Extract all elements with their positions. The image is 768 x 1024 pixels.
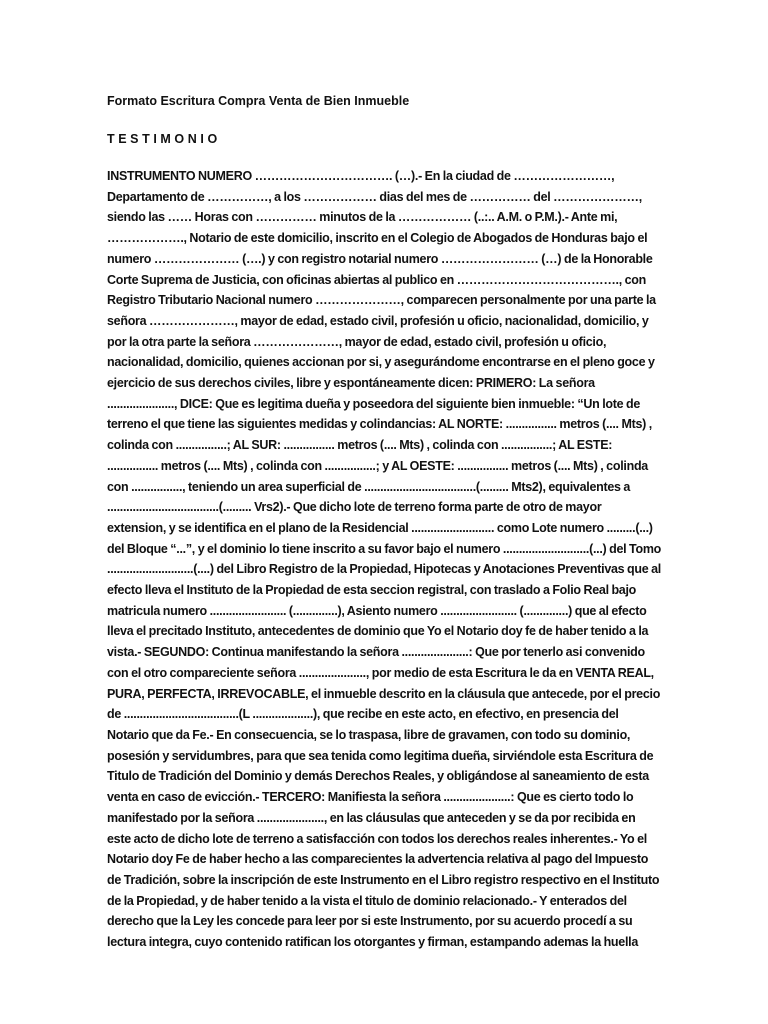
document-title: Formato Escritura Compra Venta de Bien Inmueble <box>107 94 410 108</box>
document-body: INSTRUMENTO NUMERO ……………………………. (…).- En la ciudad de ……………………, Departamento de ……………, a los ……………… dias del mes de …………… del …………………, siendo las …… Horas con …………… minutos de la ……………… (..:.. A.M. o P.M.).- Ante mi, ………………., Notario de este domicilio, inscrito en el Colegio de Abogados de Honduras bajo el numero ………………… (….) y con registro notarial numero …………………… (…) de la Honorable Corte Suprema de Justicia, con oficinas abiertas al publico en …………………………………., con Registro Tributario Nacional numero …………………, comparecen personalmente por una parte la señora …………………, mayor de edad, estado civil, profesión u oficio, nacionalidad, domicilio, y por la otra parte la señora …………………, mayor de edad, estado civil, profesión u oficio, nacionalidad, domicilio, quienes accionan por si, y asegurándome encontrarse en el pleno goce y ejercicio de sus derechos civiles, libre y espontáneamente dicen: PRIMERO: La señora ....................., DICE: Que es legitima dueña y poseedora del siguiente bien inmueble: “Un lote de terreno el que tiene las siguientes medidas y colindancias: AL NORTE: ................ metros (.... Mts) , colinda con ................; AL SUR: ................ metros (.... Mts) , colinda con ................; AL ESTE: ................ metros (.... Mts) , colinda con ................; y AL OESTE: ................ metros (.... Mts) , colinda con ................, teniendo un area superficial de ...................................(......... Mts2), equivalentes a ...................................(......... Vrs2).- Que dicho lote de terreno forma parte de otro de mayor extension, y se identifica en el plano de la Residencial .......................... como Lote numero .........(...) del Bloque “...”, y el dominio lo tiene inscrito a su favor bajo el numero ...........................(...) del Tomo ...........................(....) del Libro Registro de la Propiedad, Hipotecas y Anotaciones Preventivas que al efecto lleva el Instituto de la Propiedad de esta seccion registral, con traslado a Folio Real bajo matricula numero ........................ (..............), Asiento numero ........................ (..............) que al efecto lleva el precitado Instituto, antecedentes de dominio que Yo el Notario doy fe de haber tenido a la vista.- SEGUNDO: Continua manifestando la señora .....................: Que por tenerlo asi convenido con el otro compareciente señora ....................., por medio de esta Escritura le da en VENTA REAL, PURA, PERFECTA, IRREVOCABLE, el inmueble descrito en la cláusula que antecede, por el precio de ....................................(L ...................), que recibe en este acto, en efectivo, en presencia del Notario que da Fe.- En consecuencia, se lo traspasa, libre de gravamen, con todo su dominio, posesión y servidumbres, para que sea tenida como legitima dueña, sirviéndole esta Escritura de Titulo de Tradición del Dominio y demás Derechos Reales, y obligándose al saneamiento de esta venta en caso de evicción.- TERCERO: Manifiesta la señora .....................: Que es cierto todo lo manifestado por la señora ....................., en las cláusulas que anteceden y se da por recibida en este acto de dicho lote de terreno a satisfacción con todos los derechos reales inherentes.- Yo el Notario doy Fe de haber hecho a las comparecientes la advertencia relativa al pago del Impuesto de Tradición, sobre la inscripción de este Instrumento en el Libro registro respectivo en el Instituto de la Propiedad, y de haber tenido a la vista el titulo de dominio relacionado.- Y enterados del derecho que la Ley les concede para leer por si este Instrumento, por su acuerdo procedí a su lectura integra, cuyo contenido ratifican los otorgantes y firman, estampando ademas la huella <box>107 169 662 950</box>
document-subtitle: TESTIMONIO <box>107 132 221 146</box>
document-page <box>107 92 662 953</box>
